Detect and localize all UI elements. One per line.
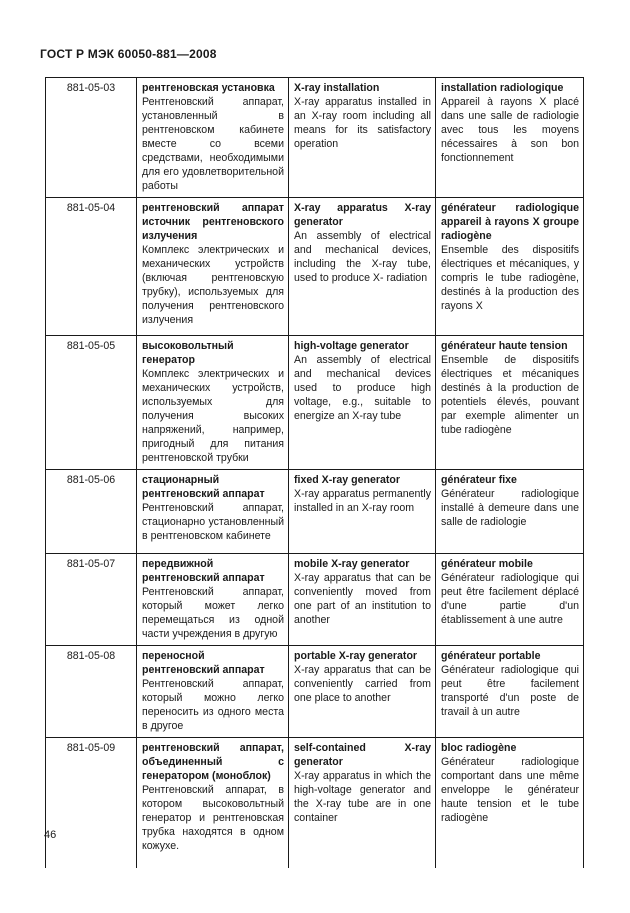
ru-cell [137, 198, 289, 336]
fr-definition: Ensemble de dispositifs électriques et mécaniques destinés à la production de potentiels élevés, pouvant par exemple alimenter un tube radiogène [441, 354, 579, 436]
ru-term: передвижной рентгеновский аппарат [142, 558, 265, 584]
fr-definition: Générateur radiologique installé à demeure dans une salle de radiologie [441, 488, 579, 528]
en-definition: An assembly of electrical and mechanical devices used to produce high voltage, e.g., suitable to energize an X-ray tube [294, 354, 431, 422]
en-cell [289, 336, 436, 470]
fr-cell [436, 470, 584, 554]
terms-table [45, 77, 584, 868]
fr-term: générateur portable [441, 650, 541, 662]
fr-cell [436, 198, 584, 336]
ru-term: переносной рентгеновский аппарат [142, 650, 265, 676]
fr-definition: Générateur radiologique comportant dans une même enveloppe le générateur haute tension et le tube radiogène [441, 756, 579, 824]
ru-term: рентгеновская установка [142, 82, 275, 94]
en-term: high-voltage generator [294, 340, 409, 352]
en-term: portable X-ray generator [294, 650, 418, 662]
fr-cell [436, 554, 584, 646]
ru-cell [137, 646, 289, 738]
ru-term: рентгеновский аппарат источник рентгеновского излучения [142, 202, 284, 242]
en-definition: X-ray apparatus installed in an X-ray room including all means for its satisfactory operation [294, 96, 431, 150]
ru-definition: Рентгеновский аппарат, который можно легко переносить из одного места в другое [142, 678, 284, 732]
terms-table-body [46, 78, 584, 868]
ru-cell [137, 554, 289, 646]
en-cell [289, 738, 436, 868]
term-number: 881-05-06 [46, 470, 137, 554]
ru-term: высоковольтный генератор [142, 340, 234, 366]
en-cell [289, 78, 436, 198]
term-number: 881-05-07 [46, 554, 137, 646]
table-row [46, 336, 584, 470]
en-cell [289, 646, 436, 738]
document-header: ГОСТ Р МЭК 60050-881—2008 [40, 47, 217, 61]
table-row [46, 646, 584, 738]
en-term: fixed X-ray generator [294, 474, 400, 486]
fr-definition: Appareil à rayons X placé dans une salle de radiologie avec tous les moyens nécessaires à son bon fonctionnement [441, 96, 579, 164]
fr-definition: Générateur radiologique qui peut être facilement déplacé d'une partie d'un établissement à une autre [441, 572, 579, 626]
fr-definition: Ensemble des dispositifs électriques et mécaniques, y compris le tube radiogène, destinés à la production des rayons X [441, 244, 579, 312]
en-term: X-ray installation [294, 82, 380, 94]
ru-cell [137, 470, 289, 554]
ru-definition: Рентгеновский аппарат, в котором высоковольтный генератор и рентгеновская трубка находятся в одном кожухе. [142, 784, 284, 852]
ru-definition: Рентгеновский аппарат, стационарно установленный в рентгеновском кабинете [142, 502, 284, 542]
en-definition: An assembly of electrical and mechanical devices, including the X-ray tube, used to produce X- radiation [294, 230, 431, 284]
table-row [46, 78, 584, 198]
ru-term: рентгеновский аппарат, объединенный с генератором (моноблок) [142, 742, 284, 782]
en-cell [289, 198, 436, 336]
ru-definition: Рентгеновский аппарат, который может легко перемещаться из одной части учреждения в другую [142, 586, 284, 640]
en-term: mobile X-ray generator [294, 558, 410, 570]
ru-term: стационарный рентгеновский аппарат [142, 474, 265, 500]
page-number: 46 [44, 829, 57, 841]
en-cell [289, 554, 436, 646]
fr-cell [436, 78, 584, 198]
ru-cell [137, 336, 289, 470]
fr-term: générateur fixe [441, 474, 517, 486]
fr-term: installation radiologique [441, 82, 564, 94]
term-number: 881-05-04 [46, 198, 137, 336]
fr-cell [436, 738, 584, 868]
fr-cell [436, 646, 584, 738]
fr-term: générateur radiologique appareil à rayons X groupe radiogène [441, 202, 579, 242]
en-term: X-ray apparatus X-ray generator [294, 202, 431, 228]
en-term: self-contained X-ray generator [294, 742, 431, 768]
ru-definition: Комплекс электрических и механических устройств, используемых для получения высоких напряжений, например, пригодный для питания рентгеновской трубки [142, 368, 284, 464]
ru-cell [137, 78, 289, 198]
term-number: 881-05-05 [46, 336, 137, 470]
en-definition: X-ray apparatus permanently installed in an X-ray room [294, 488, 431, 514]
ru-definition: Рентгеновский аппарат, установленный в рентгеновском кабинете вместе со всеми средствами, необходимыми для его удовлетворительной работы [142, 96, 284, 192]
ru-cell [137, 738, 289, 868]
term-number: 881-05-09 [46, 738, 137, 868]
fr-cell [436, 336, 584, 470]
term-number: 881-05-08 [46, 646, 137, 738]
table-row [46, 738, 584, 868]
term-number: 881-05-03 [46, 78, 137, 198]
fr-term: générateur mobile [441, 558, 533, 570]
fr-term: générateur haute tension [441, 340, 568, 352]
en-definition: X-ray apparatus that can be conveniently moved from one part of an institution to another [294, 572, 431, 626]
en-definition: X-ray apparatus that can be conveniently carried from one place to another [294, 664, 431, 704]
en-definition: X-ray apparatus in which the high-voltage generator and the X-ray tube are in one container [294, 770, 431, 824]
table-row [46, 198, 584, 336]
en-cell [289, 470, 436, 554]
table-row [46, 554, 584, 646]
table-row [46, 470, 584, 554]
fr-definition: Générateur radiologique qui peut être facilement transporté d'un poste de travail à un autre [441, 664, 579, 718]
fr-term: bloc radiogène [441, 742, 517, 754]
ru-definition: Комплекс электрических и механических устройств (включая рентгеновскую трубку), используемых для получения рентгеновского излучения [142, 244, 284, 326]
